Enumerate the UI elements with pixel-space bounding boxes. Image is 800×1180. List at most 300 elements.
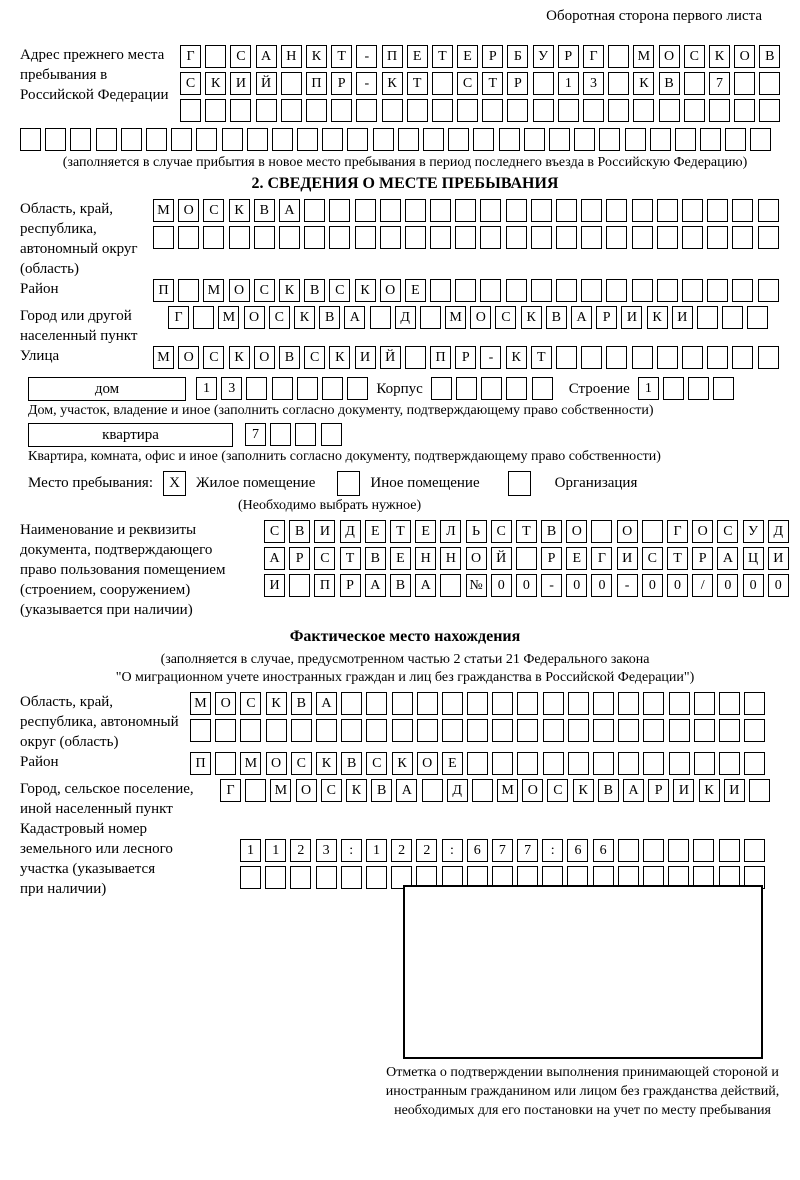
char-cell[interactable] [543,752,564,775]
char-cell[interactable]: Й [491,547,512,570]
char-cell[interactable] [506,279,527,302]
char-cell[interactable] [574,128,595,151]
char-cell[interactable]: Н [440,547,461,570]
char-cell[interactable] [193,306,214,329]
char-cell[interactable]: Г [180,45,201,68]
char-cell[interactable]: А [365,574,386,597]
char-cell[interactable] [657,226,678,249]
char-cell[interactable] [492,692,513,715]
char-cell[interactable]: С [366,752,387,775]
char-cell[interactable] [556,199,577,222]
char-cell[interactable]: И [230,72,251,95]
char-cell[interactable]: Р [482,45,503,68]
char-cell[interactable] [657,199,678,222]
char-cell[interactable] [373,128,394,151]
char-cell[interactable] [442,719,463,742]
char-cell[interactable] [291,719,312,742]
char-cell[interactable]: Е [390,547,411,570]
char-cell[interactable] [455,279,476,302]
char-cell[interactable] [643,752,664,775]
char-cell[interactable]: П [382,45,403,68]
char-cell[interactable] [423,128,444,151]
char-cell[interactable]: С [314,547,335,570]
char-cell[interactable]: С [329,279,350,302]
char-cell[interactable] [618,692,639,715]
char-cell[interactable] [480,279,501,302]
char-cell[interactable] [684,72,705,95]
char-cell[interactable] [205,45,226,68]
char-cell[interactable]: Т [407,72,428,95]
char-cell[interactable]: В [546,306,567,329]
char-cell[interactable]: 1 [196,377,217,400]
char-cell[interactable]: Д [768,520,789,543]
char-cell[interactable] [180,99,201,122]
char-cell[interactable] [732,226,753,249]
char-cell[interactable]: Т [340,547,361,570]
char-cell[interactable] [700,128,721,151]
char-cell[interactable] [642,520,663,543]
char-cell[interactable]: М [153,346,174,369]
char-cell[interactable]: В [598,779,619,802]
char-cell[interactable] [583,99,604,122]
char-cell[interactable]: В [390,574,411,597]
char-cell[interactable] [230,99,251,122]
apartment-type-box[interactable]: квартира [28,423,233,447]
char-cell[interactable]: О [178,346,199,369]
char-cell[interactable] [203,226,224,249]
char-cell[interactable] [722,306,743,329]
char-cell[interactable] [272,377,293,400]
char-cell[interactable]: Е [415,520,436,543]
char-cell[interactable]: С [291,752,312,775]
char-cell[interactable] [608,72,629,95]
char-cell[interactable] [448,128,469,151]
char-cell[interactable] [543,719,564,742]
char-cell[interactable]: О [522,779,543,802]
char-cell[interactable]: Г [220,779,241,802]
char-cell[interactable]: В [371,779,392,802]
char-cell[interactable] [533,72,554,95]
char-cell[interactable]: Р [455,346,476,369]
char-cell[interactable]: С [495,306,516,329]
char-cell[interactable]: К [506,346,527,369]
char-cell[interactable] [581,279,602,302]
char-cell[interactable]: К [294,306,315,329]
char-cell[interactable] [473,128,494,151]
char-cell[interactable]: О [659,45,680,68]
char-cell[interactable]: В [304,279,325,302]
char-cell[interactable] [121,128,142,151]
char-cell[interactable]: Р [648,779,669,802]
char-cell[interactable]: В [289,520,310,543]
char-cell[interactable] [366,719,387,742]
char-cell[interactable]: К [266,692,287,715]
char-cell[interactable]: О [566,520,587,543]
char-cell[interactable] [480,226,501,249]
char-cell[interactable]: Б [507,45,528,68]
char-cell[interactable] [669,752,690,775]
char-cell[interactable] [329,199,350,222]
char-cell[interactable]: К [306,45,327,68]
char-cell[interactable]: В [365,547,386,570]
char-cell[interactable] [517,692,538,715]
char-cell[interactable] [632,279,653,302]
char-cell[interactable]: И [617,547,638,570]
char-cell[interactable] [506,226,527,249]
char-cell[interactable]: Р [331,72,352,95]
char-cell[interactable]: С [547,779,568,802]
char-cell[interactable] [744,692,765,715]
char-cell[interactable]: 1 [366,839,387,862]
char-cell[interactable] [45,128,66,151]
char-cell[interactable] [442,692,463,715]
char-cell[interactable] [759,99,780,122]
char-cell[interactable]: - [480,346,501,369]
char-cell[interactable]: Л [440,520,461,543]
char-cell[interactable] [524,128,545,151]
char-cell[interactable]: С [240,692,261,715]
char-cell[interactable]: А [279,199,300,222]
char-cell[interactable]: Р [596,306,617,329]
char-cell[interactable]: О [470,306,491,329]
char-cell[interactable] [531,279,552,302]
char-cell[interactable] [533,99,554,122]
char-cell[interactable] [240,719,261,742]
char-cell[interactable]: К [392,752,413,775]
char-cell[interactable]: М [153,199,174,222]
char-cell[interactable]: Д [447,779,468,802]
char-cell[interactable]: Р [507,72,528,95]
char-cell[interactable]: К [279,279,300,302]
char-cell[interactable] [531,199,552,222]
char-cell[interactable]: М [240,752,261,775]
char-cell[interactable] [618,752,639,775]
char-cell[interactable] [171,128,192,151]
char-cell[interactable]: А [396,779,417,802]
char-cell[interactable] [732,279,753,302]
char-cell[interactable] [254,226,275,249]
char-cell[interactable]: Д [340,520,361,543]
char-cell[interactable] [732,199,753,222]
char-cell[interactable]: Т [531,346,552,369]
char-cell[interactable]: 2 [290,839,311,862]
char-cell[interactable]: В [291,692,312,715]
char-cell[interactable]: И [673,779,694,802]
char-cell[interactable] [96,128,117,151]
char-cell[interactable]: К [229,346,250,369]
char-cell[interactable]: Р [541,547,562,570]
char-cell[interactable]: В [319,306,340,329]
char-cell[interactable] [682,226,703,249]
char-cell[interactable] [356,99,377,122]
char-cell[interactable] [758,226,779,249]
char-cell[interactable] [178,279,199,302]
char-cell[interactable] [405,226,426,249]
char-cell[interactable] [659,99,680,122]
char-cell[interactable] [549,128,570,151]
char-cell[interactable]: И [314,520,335,543]
char-cell[interactable] [556,346,577,369]
char-cell[interactable] [694,752,715,775]
char-cell[interactable] [608,45,629,68]
char-cell[interactable] [506,377,527,400]
char-cell[interactable]: П [430,346,451,369]
char-cell[interactable]: М [497,779,518,802]
char-cell[interactable]: - [541,574,562,597]
char-cell[interactable]: А [264,547,285,570]
char-cell[interactable] [650,128,671,151]
char-cell[interactable]: Р [289,547,310,570]
char-cell[interactable]: К [699,779,720,802]
char-cell[interactable] [392,692,413,715]
char-cell[interactable]: С [304,346,325,369]
char-cell[interactable]: Й [380,346,401,369]
char-cell[interactable] [713,377,734,400]
char-cell[interactable] [380,199,401,222]
char-cell[interactable] [341,692,362,715]
char-cell[interactable] [222,128,243,151]
char-cell[interactable] [694,692,715,715]
char-cell[interactable] [669,692,690,715]
char-cell[interactable]: Т [331,45,352,68]
char-cell[interactable]: И [355,346,376,369]
char-cell[interactable]: 6 [467,839,488,862]
char-cell[interactable]: С [203,346,224,369]
char-cell[interactable] [380,226,401,249]
char-cell[interactable] [247,128,268,151]
char-cell[interactable]: И [621,306,642,329]
char-cell[interactable] [669,719,690,742]
char-cell[interactable] [707,226,728,249]
char-cell[interactable]: М [270,779,291,802]
char-cell[interactable] [675,128,696,151]
char-cell[interactable]: О [254,346,275,369]
char-cell[interactable]: Т [667,547,688,570]
char-cell[interactable]: О [229,279,250,302]
char-cell[interactable] [430,226,451,249]
char-cell[interactable]: С [230,45,251,68]
char-cell[interactable] [606,279,627,302]
char-cell[interactable]: 0 [491,574,512,597]
char-cell[interactable] [266,719,287,742]
char-cell[interactable]: С [642,547,663,570]
char-cell[interactable]: С [254,279,275,302]
char-cell[interactable]: Д [395,306,416,329]
char-cell[interactable]: О [215,692,236,715]
char-cell[interactable] [606,346,627,369]
char-cell[interactable] [543,692,564,715]
char-cell[interactable]: Г [667,520,688,543]
char-cell[interactable] [593,692,614,715]
char-cell[interactable]: 3 [583,72,604,95]
char-cell[interactable]: С [491,520,512,543]
char-cell[interactable] [455,226,476,249]
char-cell[interactable]: М [445,306,466,329]
char-cell[interactable]: М [190,692,211,715]
char-cell[interactable]: И [264,574,285,597]
char-cell[interactable]: К [633,72,654,95]
char-cell[interactable]: К [709,45,730,68]
char-cell[interactable]: А [316,692,337,715]
char-cell[interactable] [382,99,403,122]
char-cell[interactable]: С [717,520,738,543]
char-cell[interactable] [281,72,302,95]
char-cell[interactable] [682,199,703,222]
char-cell[interactable] [606,226,627,249]
char-cell[interactable]: Н [281,45,302,68]
char-cell[interactable] [643,719,664,742]
char-cell[interactable] [281,99,302,122]
char-cell[interactable] [693,839,714,862]
char-cell[interactable] [744,839,765,862]
char-cell[interactable]: Е [365,520,386,543]
char-cell[interactable] [744,719,765,742]
char-cell[interactable] [321,423,342,446]
char-cell[interactable] [734,72,755,95]
char-cell[interactable] [682,279,703,302]
char-cell[interactable]: К [316,752,337,775]
char-cell[interactable] [593,719,614,742]
char-cell[interactable] [355,199,376,222]
char-cell[interactable]: 0 [743,574,764,597]
char-cell[interactable]: А [344,306,365,329]
char-cell[interactable]: К [382,72,403,95]
char-cell[interactable]: У [743,520,764,543]
char-cell[interactable] [633,99,654,122]
char-cell[interactable] [707,199,728,222]
char-cell[interactable] [205,99,226,122]
char-cell[interactable]: Г [168,306,189,329]
char-cell[interactable]: О [266,752,287,775]
char-cell[interactable]: Ц [743,547,764,570]
checkbox-other-premises[interactable] [337,471,360,496]
char-cell[interactable]: 7 [517,839,538,862]
char-cell[interactable] [517,719,538,742]
char-cell[interactable] [304,199,325,222]
char-cell[interactable] [719,839,740,862]
char-cell[interactable]: С [264,520,285,543]
char-cell[interactable]: - [356,72,377,95]
char-cell[interactable] [625,128,646,151]
char-cell[interactable]: С [203,199,224,222]
char-cell[interactable] [758,199,779,222]
char-cell[interactable] [516,547,537,570]
char-cell[interactable] [734,99,755,122]
char-cell[interactable]: Р [692,547,713,570]
char-cell[interactable] [370,306,391,329]
char-cell[interactable] [407,99,428,122]
char-cell[interactable] [591,520,612,543]
char-cell[interactable]: М [218,306,239,329]
char-cell[interactable] [499,128,520,151]
char-cell[interactable]: У [533,45,554,68]
char-cell[interactable] [347,377,368,400]
char-cell[interactable] [417,692,438,715]
char-cell[interactable] [632,199,653,222]
char-cell[interactable] [593,752,614,775]
char-cell[interactable] [506,199,527,222]
char-cell[interactable]: 0 [642,574,663,597]
char-cell[interactable] [732,346,753,369]
char-cell[interactable]: Т [482,72,503,95]
char-cell[interactable]: О [380,279,401,302]
char-cell[interactable] [684,99,705,122]
char-cell[interactable] [431,377,452,400]
char-cell[interactable] [270,423,291,446]
char-cell[interactable]: 6 [567,839,588,862]
char-cell[interactable]: 0 [516,574,537,597]
char-cell[interactable]: Т [432,45,453,68]
char-cell[interactable]: И [724,779,745,802]
char-cell[interactable]: П [314,574,335,597]
char-cell[interactable] [467,752,488,775]
char-cell[interactable]: М [633,45,654,68]
char-cell[interactable] [719,692,740,715]
char-cell[interactable] [750,128,771,151]
char-cell[interactable]: К [205,72,226,95]
char-cell[interactable]: К [229,199,250,222]
char-cell[interactable]: О [734,45,755,68]
char-cell[interactable]: А [623,779,644,802]
char-cell[interactable]: Р [340,574,361,597]
char-cell[interactable] [556,279,577,302]
char-cell[interactable]: К [521,306,542,329]
char-cell[interactable]: С [457,72,478,95]
char-cell[interactable] [618,719,639,742]
char-cell[interactable]: 0 [566,574,587,597]
char-cell[interactable] [467,692,488,715]
char-cell[interactable] [472,779,493,802]
char-cell[interactable] [417,719,438,742]
char-cell[interactable]: Т [516,520,537,543]
char-cell[interactable] [694,719,715,742]
char-cell[interactable]: К [573,779,594,802]
char-cell[interactable]: 7 [709,72,730,95]
char-cell[interactable]: О [178,199,199,222]
char-cell[interactable] [366,692,387,715]
char-cell[interactable]: К [346,779,367,802]
char-cell[interactable]: Е [405,279,426,302]
char-cell[interactable] [467,719,488,742]
char-cell[interactable]: О [244,306,265,329]
char-cell[interactable] [608,99,629,122]
char-cell[interactable] [719,752,740,775]
char-cell[interactable]: Е [457,45,478,68]
char-cell[interactable] [347,128,368,151]
char-cell[interactable] [747,306,768,329]
char-cell[interactable] [480,199,501,222]
char-cell[interactable]: П [153,279,174,302]
char-cell[interactable] [482,99,503,122]
char-cell[interactable] [430,199,451,222]
char-cell[interactable]: 1 [558,72,579,95]
house-type-box[interactable]: дом [28,377,186,401]
checkbox-residential[interactable]: X [163,471,186,496]
char-cell[interactable] [178,226,199,249]
char-cell[interactable]: К [329,346,350,369]
char-cell[interactable]: Г [591,547,612,570]
char-cell[interactable] [70,128,91,151]
char-cell[interactable] [568,692,589,715]
char-cell[interactable]: : [341,839,362,862]
char-cell[interactable]: : [542,839,563,862]
char-cell[interactable] [440,574,461,597]
char-cell[interactable]: К [355,279,376,302]
char-cell[interactable] [599,128,620,151]
char-cell[interactable] [744,752,765,775]
char-cell[interactable] [758,279,779,302]
char-cell[interactable]: 3 [316,839,337,862]
